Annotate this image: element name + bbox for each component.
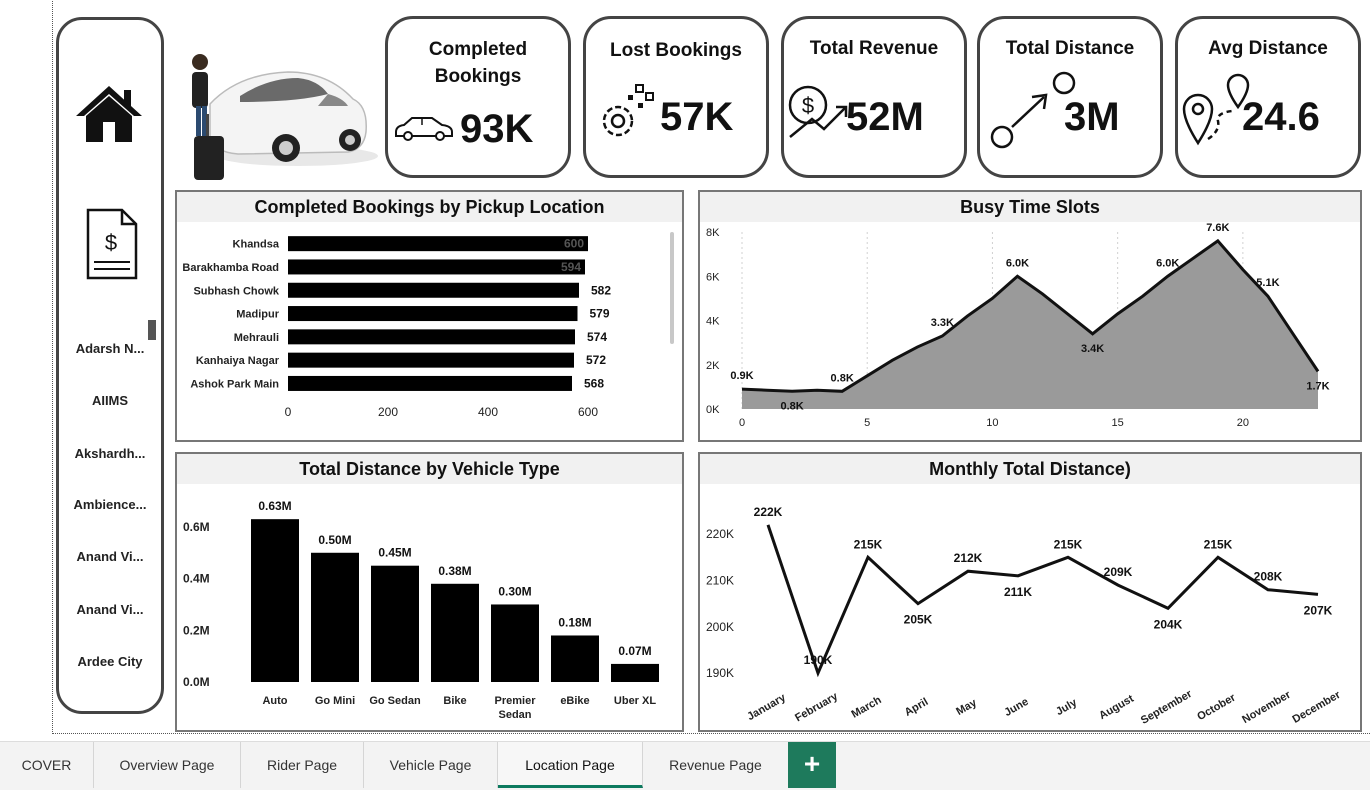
busy-time-slots-chart <box>700 222 1360 440</box>
category-label: September <box>1138 687 1195 727</box>
tab-revenue-page[interactable]: Revenue Page <box>669 757 762 773</box>
car-icon <box>392 114 456 142</box>
kpi-lost-bookings <box>583 16 769 178</box>
kpi-value: 24.6 <box>1242 95 1320 139</box>
y-tick-label: 6K <box>706 271 720 284</box>
kpi-avg-distance <box>1175 16 1361 178</box>
data-label: 574 <box>587 329 608 344</box>
bar <box>288 259 585 274</box>
x-tick-label: 200 <box>377 405 399 419</box>
category-label: October <box>1195 691 1238 724</box>
category-label: Ashok Park Main <box>190 378 279 391</box>
kpi-value: 3M <box>1064 95 1120 139</box>
sheet-tab-bar <box>0 741 1370 790</box>
bar <box>288 353 574 368</box>
kpi-title: Completed <box>428 39 528 60</box>
data-label: 6.0K <box>1005 257 1030 270</box>
monthly-distance-panel <box>698 452 1362 732</box>
add-tab-button[interactable]: + <box>788 742 836 788</box>
bar <box>431 584 479 682</box>
monthly-distance-chart <box>700 484 1360 730</box>
category-label: eBike <box>560 695 590 707</box>
svg-text:$: $ <box>104 230 118 255</box>
bar <box>251 519 299 682</box>
home-icon[interactable] <box>74 82 144 144</box>
category-label: June <box>1002 695 1031 720</box>
category-label: Go Sedan <box>369 695 421 707</box>
location-slicer-item[interactable]: Anand Vi... <box>76 602 144 617</box>
category-label: Uber XL <box>613 695 657 707</box>
data-label: 0.50M <box>318 532 352 547</box>
bar <box>551 635 599 682</box>
kpi-total-distance <box>977 16 1163 178</box>
data-label: 3.4K <box>1080 342 1105 355</box>
vehicle-distance-chart <box>177 484 682 730</box>
tab-location-page[interactable]: Location Page <box>498 742 643 788</box>
data-label: 0.8K <box>830 372 854 385</box>
data-label: 579 <box>589 306 610 321</box>
kpi-title: Total Distance <box>1005 38 1135 59</box>
data-label: 1.7K <box>1306 380 1330 393</box>
panel-title: Completed Bookings by Pickup Location <box>177 192 682 222</box>
vehicle-distance-panel <box>175 452 684 732</box>
data-label: 594 <box>560 259 581 274</box>
category-label: Sedan <box>498 709 532 721</box>
bar <box>288 236 588 251</box>
y-tick-label: 220K <box>706 527 735 542</box>
invoice-icon[interactable] <box>84 208 138 280</box>
x-tick-label: 400 <box>477 405 499 419</box>
x-tick-label: 0 <box>738 417 746 429</box>
kpi-total-revenue <box>781 16 967 178</box>
location-slicer-item[interactable]: Ambience... <box>73 497 147 512</box>
y-tick-label: 0K <box>706 404 720 416</box>
y-tick-label: 0.2M <box>183 623 210 638</box>
category-label: Premier <box>494 695 536 707</box>
panel-title: Busy Time Slots <box>700 192 1360 222</box>
x-tick-label: 10 <box>986 417 999 429</box>
data-label: 0.63M <box>258 499 292 514</box>
data-label: 572 <box>586 353 607 368</box>
category-label: Khandsa <box>232 238 279 251</box>
data-label: 0.07M <box>618 643 652 658</box>
bar <box>611 664 659 682</box>
data-label: 0.18M <box>558 615 592 630</box>
kpi-title: Bookings <box>434 66 522 87</box>
x-tick-label: 15 <box>1111 417 1124 429</box>
data-label: 205K <box>903 612 933 627</box>
category-label: March <box>849 694 884 721</box>
gear-icon <box>590 79 660 149</box>
tab-cover[interactable]: COVER <box>0 742 94 788</box>
y-tick-label: 190K <box>706 666 735 681</box>
location-slicer-item[interactable]: Anand Vi... <box>76 549 144 564</box>
y-tick-label: 0.4M <box>183 571 210 586</box>
y-tick-label: 200K <box>706 619 735 634</box>
category-label: Mehrauli <box>233 331 279 344</box>
tab-vehicle-page[interactable]: Vehicle Page <box>364 742 498 788</box>
kpi-title: Avg Distance <box>1208 38 1328 59</box>
bar <box>491 604 539 682</box>
data-label: 190K <box>803 653 833 668</box>
kpi-title: Total Revenue <box>809 38 939 59</box>
car-rider-illustration <box>178 44 378 184</box>
pickup-location-chart <box>177 222 682 440</box>
category-label: July <box>1053 696 1080 719</box>
data-label: 568 <box>584 376 605 391</box>
data-label: 5.1K <box>1256 277 1280 290</box>
category-label: Bike <box>443 695 467 707</box>
category-label: May <box>954 696 979 718</box>
category-label: November <box>1240 688 1293 727</box>
data-label: 0.38M <box>438 563 472 578</box>
kpi-value: 57K <box>660 95 734 139</box>
category-label: Barakhamba Road <box>182 261 279 274</box>
bar <box>288 306 578 321</box>
tab-overview-page[interactable]: Overview Page <box>94 742 241 788</box>
category-label: Auto <box>262 695 288 707</box>
nav-scrollbar-thumb[interactable] <box>148 320 156 340</box>
category-label: January <box>745 691 788 724</box>
tab-rider-page[interactable]: Rider Page <box>241 742 364 788</box>
data-label: 3.3K <box>930 316 954 329</box>
data-label: 211K <box>1003 584 1033 599</box>
kpi-value: 93K <box>460 107 534 151</box>
bar <box>288 376 572 391</box>
y-tick-label: 4K <box>706 315 720 328</box>
x-tick-label: 5 <box>864 417 871 429</box>
area-fill <box>742 241 1318 409</box>
data-label: 212K <box>953 551 983 566</box>
y-tick-label: 0.0M <box>183 675 210 689</box>
series-line <box>768 525 1318 673</box>
data-label: 0.45M <box>378 545 412 560</box>
data-label: 209K <box>1103 565 1133 580</box>
category-label: Go Mini <box>314 695 356 707</box>
bar <box>288 283 579 298</box>
data-label: 6.0K <box>1156 257 1180 270</box>
data-label: 208K <box>1253 569 1283 584</box>
data-label: 7.6K <box>1206 222 1230 234</box>
kpi-title: Lost Bookings <box>610 40 742 61</box>
kpi-value: 52M <box>846 95 924 139</box>
bar <box>311 553 359 682</box>
data-label: 582 <box>591 283 612 298</box>
data-label: 215K <box>853 537 883 552</box>
x-tick-label: 0 <box>284 405 292 419</box>
location-slicer-item[interactable]: AIIMS <box>91 393 129 408</box>
category-label: August <box>1097 692 1136 723</box>
chart-scrollbar <box>670 232 674 344</box>
data-label: 0.30M <box>498 584 532 599</box>
data-label: 207K <box>1303 603 1333 618</box>
kpi-completed-bookings <box>385 16 571 178</box>
category-label: February <box>793 690 840 725</box>
y-tick-label: 8K <box>706 227 720 239</box>
x-tick-label: 20 <box>1236 417 1249 429</box>
data-label: 215K <box>1053 537 1083 552</box>
category-label: Madipur <box>236 308 279 321</box>
x-tick-label: 600 <box>577 405 599 419</box>
category-label: Kanhaiya Nagar <box>195 355 279 368</box>
y-tick-label: 0.6M <box>183 519 210 534</box>
busy-time-slots-panel <box>698 190 1362 442</box>
panel-title: Total Distance by Vehicle Type <box>177 454 682 484</box>
panel-title: Monthly Total Distance) <box>700 454 1360 484</box>
category-label: December <box>1290 688 1343 726</box>
revenue-icon <box>786 83 850 143</box>
location-slicer-item[interactable]: Akshardh... <box>74 446 146 461</box>
location-pin-icon <box>1180 73 1250 147</box>
bar <box>288 329 575 344</box>
data-label: 0.8K <box>780 400 804 413</box>
location-slicer-item[interactable]: Adarsh N... <box>75 341 145 356</box>
data-label: 204K <box>1153 617 1183 632</box>
bar <box>371 566 419 682</box>
data-label: 0.9K <box>730 370 754 383</box>
location-slicer-item[interactable]: Ardee City <box>77 654 143 669</box>
svg-text:$: $ <box>801 93 815 118</box>
category-label: Subhash Chowk <box>193 285 279 298</box>
y-tick-label: 2K <box>706 359 720 372</box>
category-label: April <box>902 695 931 719</box>
y-tick-label: 210K <box>706 573 735 588</box>
data-label: 600 <box>563 236 584 251</box>
data-label: 222K <box>753 504 783 519</box>
pickup-location-panel <box>175 190 684 442</box>
data-label: 215K <box>1203 537 1233 552</box>
